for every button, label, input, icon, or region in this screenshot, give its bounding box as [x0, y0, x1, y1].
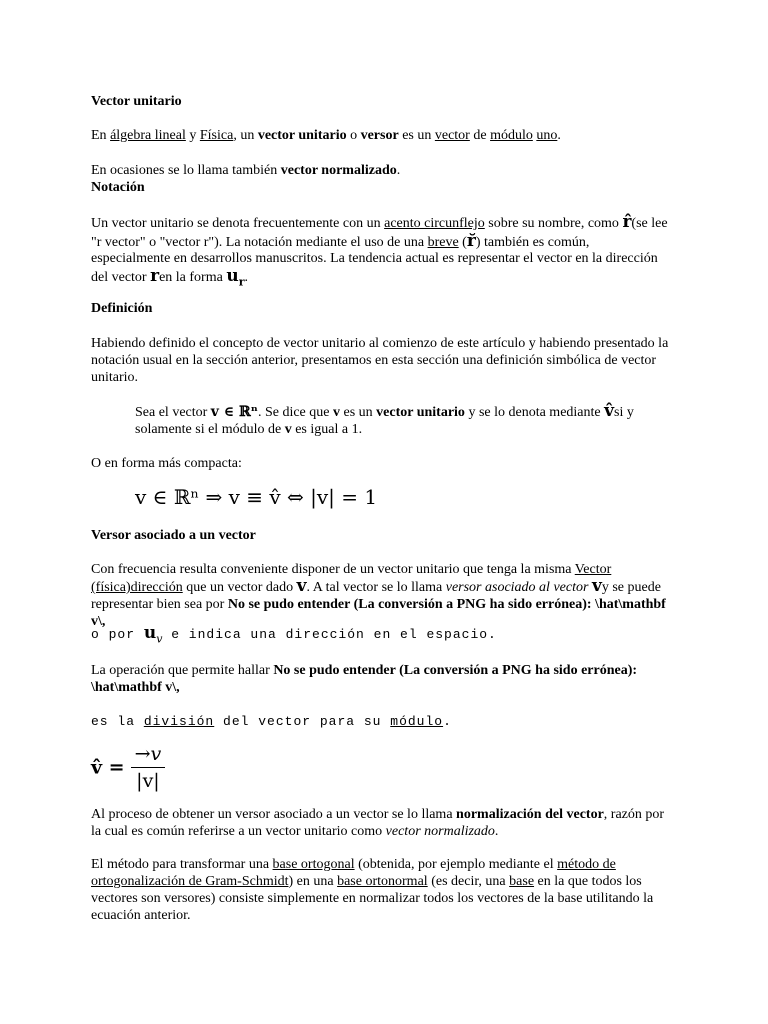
- v-math: v: [296, 576, 307, 596]
- link-uno[interactable]: uno: [536, 128, 558, 143]
- link-modulo-2[interactable]: módulo: [390, 714, 444, 729]
- page-title: Vector unitario: [91, 94, 182, 109]
- v-in-rn-math: v ∈ ℝⁿ: [210, 404, 258, 420]
- definicion-heading: Definición: [91, 301, 153, 316]
- math-error-1: No se pudo entender (La conversión a PNG ha sido errónea): \hat\mathbf v\,: [91, 597, 666, 629]
- link-base-ortogonal[interactable]: base ortogonal: [272, 857, 355, 872]
- u-r-math: $u_r$: [226, 265, 245, 288]
- compact-formula: v ∈ ℝⁿ ⇒ v ≡ v̂ ⇔ |v| = 1: [135, 485, 378, 509]
- r-breve-math: r̆: [466, 230, 476, 251]
- link-gram-schmidt[interactable]: método de ortogonalización de Gram-Schmidt: [91, 857, 616, 889]
- link-acento-circunflejo[interactable]: acento circunflejo: [384, 216, 485, 231]
- operacion-paragraph: La operación que permite hallar No se pudo entender (La conversión a PNG ha sido errónea): \hat\mathbf v\,: [91, 663, 638, 695]
- link-modulo[interactable]: módulo: [490, 128, 533, 143]
- normalization-formula: v̂ = $\frac{\to v}{|v|}$: [91, 743, 671, 792]
- link-base-ortonormal[interactable]: base ortonormal: [337, 874, 428, 889]
- versor-heading: Versor asociado a un vector: [91, 528, 256, 543]
- v-hat-math: v̂: [604, 401, 615, 421]
- r-hat-math: r̂: [622, 212, 632, 232]
- formula-fraction: $\frac{\to v}{|v|}$: [131, 743, 166, 792]
- r-math: r: [150, 265, 160, 286]
- notacion-paragraph: Un vector unitario se denota frecuentemente con un acento circunflejo sobre su nombre, como r̂(se lee "r vector" o "vector r"). La notación mediante el uso de una breve (r̆) también es común, especialmente en desarrollos manuscritos. La tendencia actual es representar el vector en la dirección del vector ren la forma $u_r$.: [91, 212, 668, 288]
- link-division[interactable]: división: [143, 714, 215, 729]
- normalizacion-paragraph: Al proceso de obtener un versor asociado a un vector se lo llama normalización del vector, razón por la cual es común referirse a un vector unitario como vector normalizado.: [91, 807, 665, 839]
- link-breve[interactable]: breve: [427, 234, 459, 250]
- link-fisica[interactable]: Física: [199, 128, 234, 143]
- compact-label: O en forma más compacta:: [91, 456, 242, 471]
- versor-paragraph: Con frecuencia resulta conveniente disponer de un vector unitario que tenga la misma Vector (física)dirección que un vector dado v. A tal vector se lo llama versor asociado al vector vy se puede representar bien sea por No se pudo entender (La conversión a PNG ha sido errónea): \hat\mathbf v\,: [91, 562, 666, 629]
- definicion-quote: Sea el vector v ∈ ℝⁿ. Se dice que v es un vector unitario y se lo denota mediante v̂si y solamente si el módulo de v es igual a 1.: [135, 401, 634, 437]
- u-v-math: $u_v$: [143, 623, 163, 646]
- v-math-2: v: [591, 576, 602, 596]
- link-algebra-lineal[interactable]: álgebra lineal: [110, 128, 186, 143]
- uv-line: o por $u_v$ e indica una dirección en el espacio.: [91, 623, 497, 646]
- normalizado-paragraph: En ocasiones se lo llama también vector normalizado.: [91, 163, 401, 178]
- gram-schmidt-paragraph: El método para transformar una base ortogonal (obtenida, por ejemplo mediante el método de ortogonalización de Gram-Schmidt) en una base ortonormal (es decir, una base en la que todos los vectores son versores) consiste simplemente en normalizar todos los vectores de la base utilitando la ecuación anterior.: [91, 857, 654, 923]
- notacion-heading: Notación: [91, 180, 145, 195]
- intro-paragraph: En álgebra lineal y Física, un vector unitario o versor es un vector de módulo uno.: [91, 128, 561, 143]
- link-vector[interactable]: vector: [434, 128, 470, 143]
- link-vector-fisica-direccion[interactable]: Vector (física)dirección: [91, 562, 612, 595]
- link-base[interactable]: base: [509, 874, 535, 889]
- division-line: es la división del vector para su módulo.: [91, 714, 452, 729]
- definicion-paragraph: Habiendo definido el concepto de vector unitario al comienzo de este artículo y habiendo presentado la notación usual en la sección anterior, presentamos en esta sección una definición simbólica de vector unitario.: [91, 336, 669, 385]
- math-error-2: No se pudo entender (La conversión a PNG ha sido errónea): \hat\mathbf v\,: [91, 663, 638, 695]
